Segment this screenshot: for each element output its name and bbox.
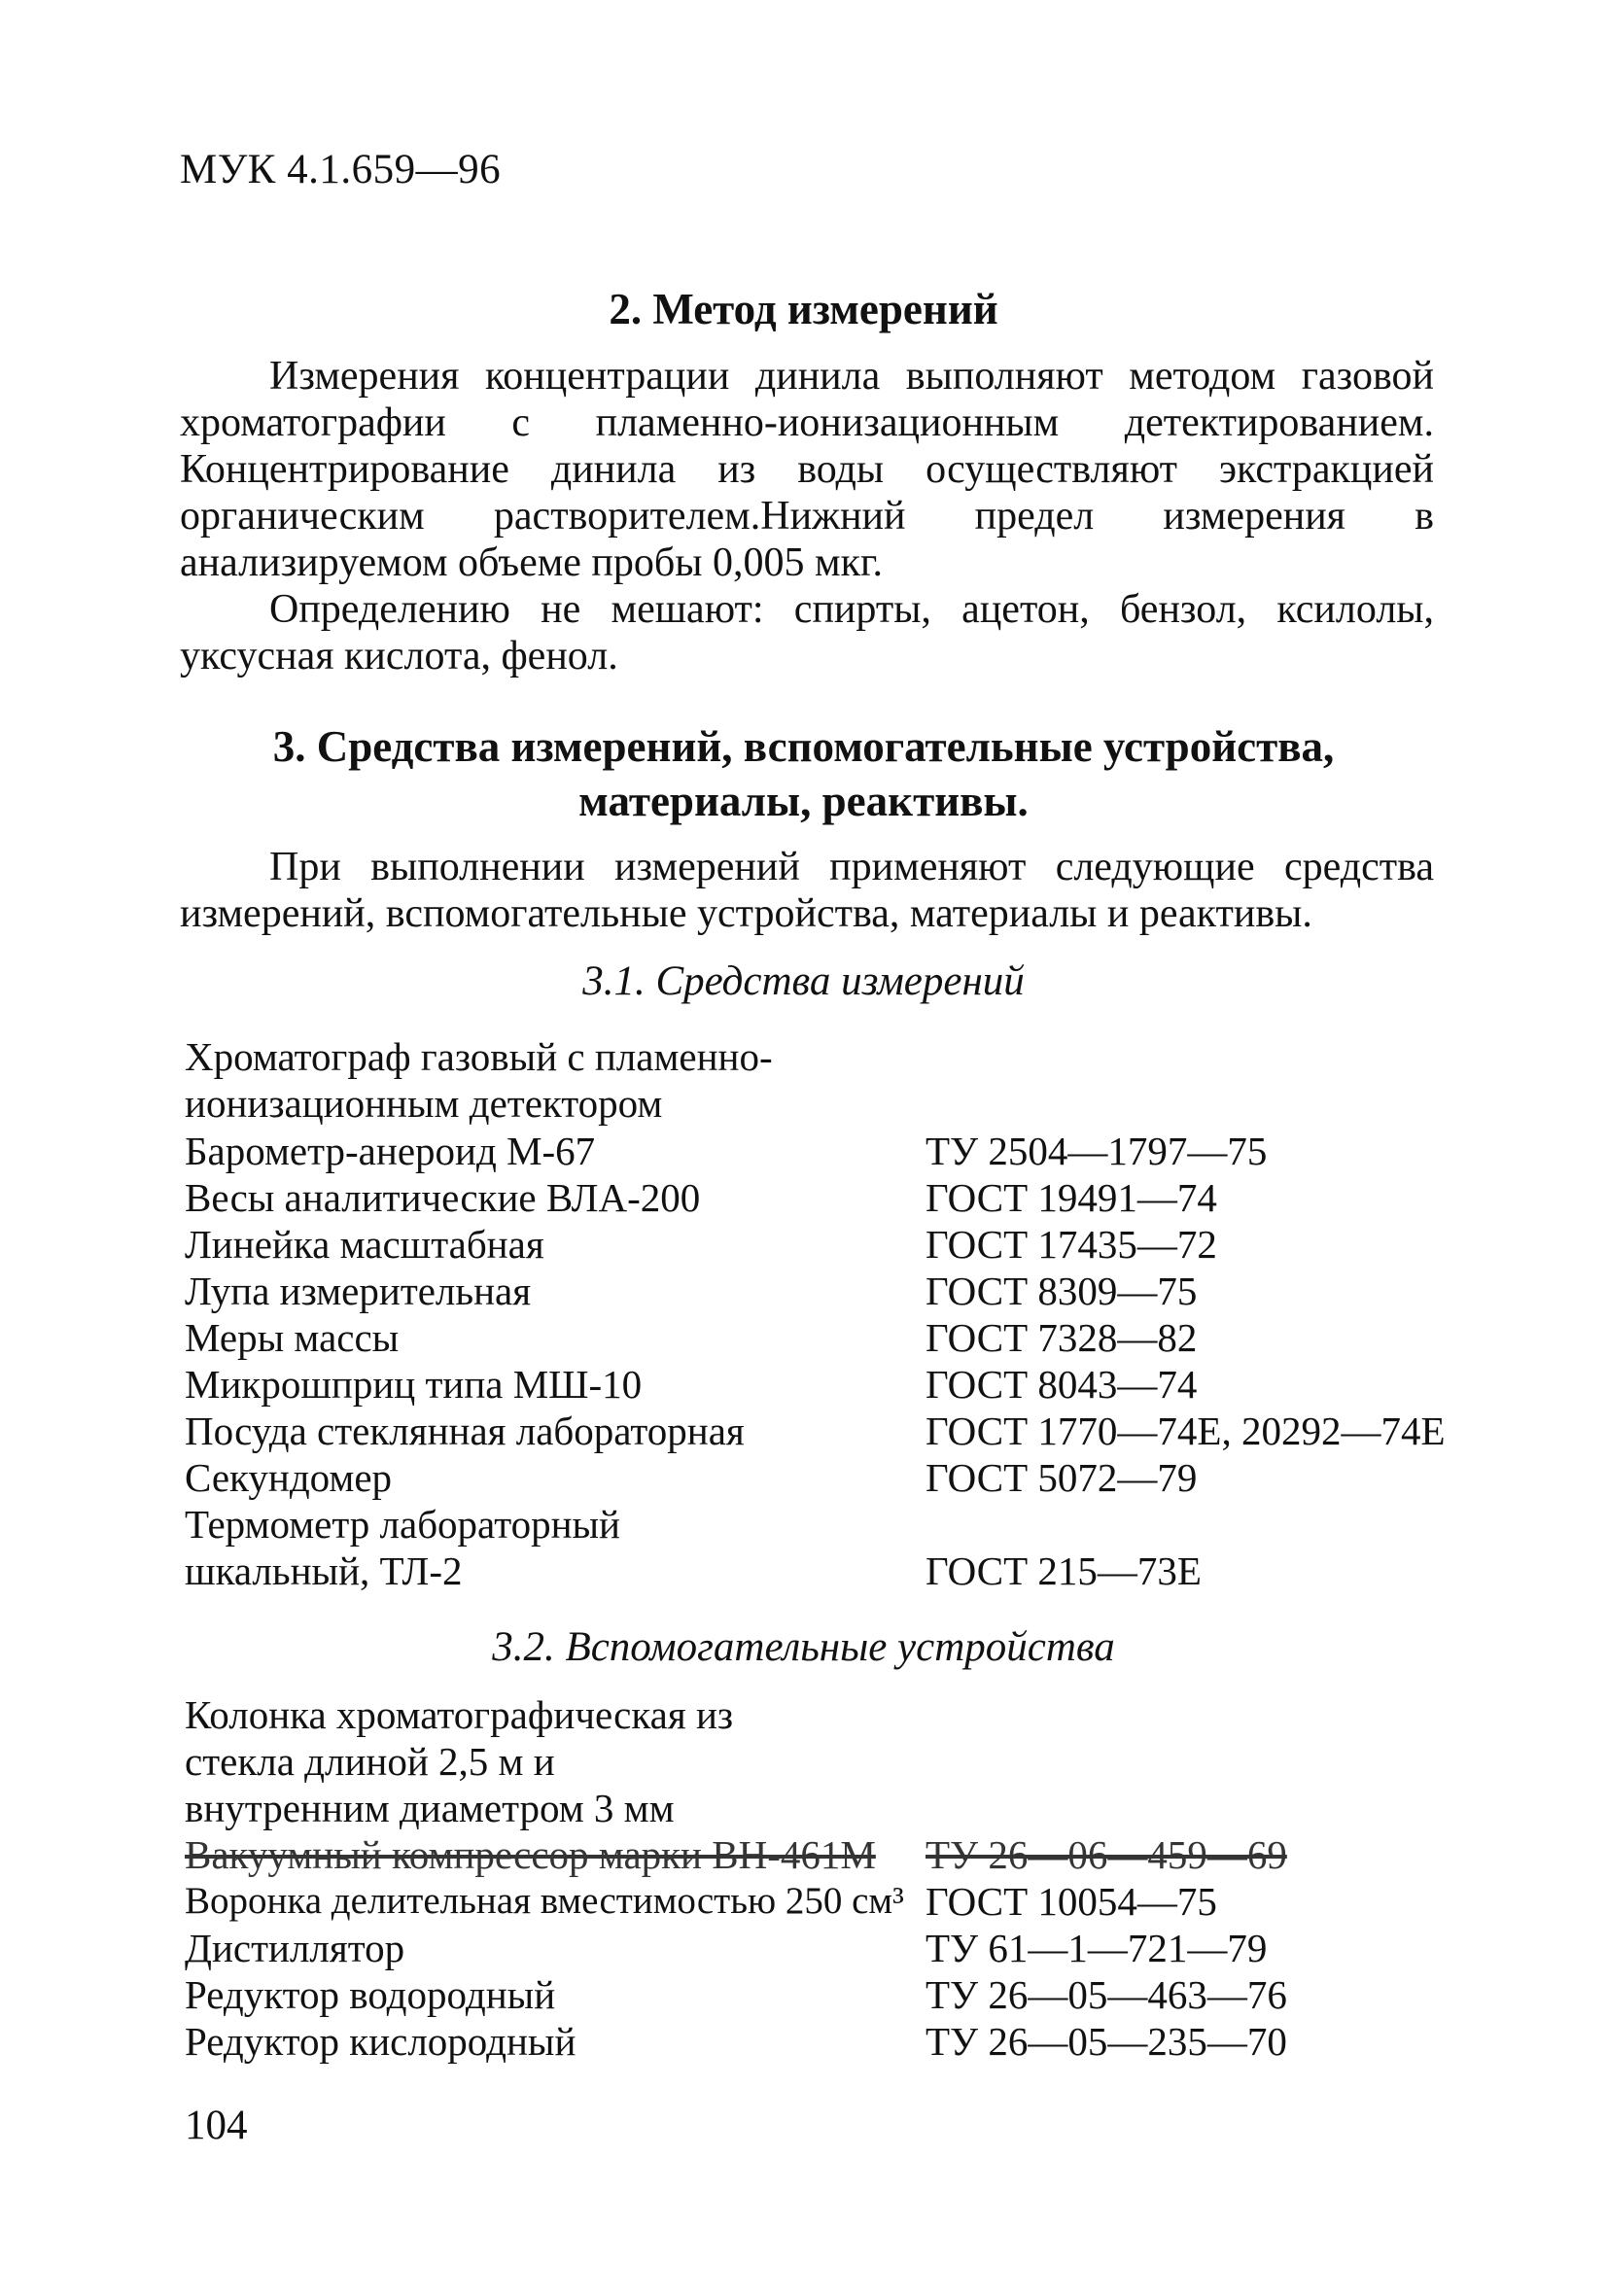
list-item-standard: ГОСТ 17435—72 <box>926 1222 1217 1267</box>
section-2-paragraph-2: Определению не мешают: спирты, ацетон, бензол, ксилолы, уксусная кислота, фенол. <box>180 587 1434 678</box>
list-item-name: Линейка масштабная <box>185 1222 544 1267</box>
section-3-heading-line-1: 3. Средства измерений, вспомогательные устройства, <box>272 722 1335 771</box>
list-item-standard: ТУ 26—05—463—76 <box>926 1972 1287 2017</box>
list-item-name: Барометр-анероид М-67 <box>185 1129 596 1173</box>
list-item-name: Термометр лабораторный шкальный, ТЛ-2 <box>185 1502 620 1593</box>
list-item-name: Меры массы <box>185 1315 400 1360</box>
section-2-paragraph-1: Измерения концентрации динила выполняют методом газовой хроматографии с пламенно-ионизационным детектированием. Концентрирование динила из воды осуществляют экстракцией органическим растворителем.Нижний предел измерения в анализируемом объеме пробы 0,005 мкг. <box>180 354 1434 585</box>
list-item-standard: ГОСТ 5072—79 <box>926 1455 1198 1500</box>
running-header: МУК 4.1.659—96 <box>180 147 502 192</box>
list-item-standard: ТУ 2504—1797—75 <box>926 1129 1268 1173</box>
list-item-name: Лупа измерительная <box>185 1269 532 1313</box>
list-item-standard: ГОСТ 1770—74Е, 20292—74Е <box>926 1409 1446 1453</box>
list-item-name: Воронка делительная вместимостью 250 см³ <box>185 1880 904 1922</box>
list-item-standard: ГОСТ 10054—75 <box>926 1879 1217 1924</box>
page-number: 104 <box>185 2103 248 2148</box>
list-item-standard: ГОСТ 8309—75 <box>926 1269 1198 1313</box>
list-item-standard: ГОСТ 215—73Е <box>926 1548 1202 1593</box>
subsection-3-2-heading: 3.2. Вспомогательные устройства <box>492 1624 1115 1670</box>
list-item-name: Микрошприц типа МШ-10 <box>185 1362 643 1407</box>
list-item-name: Весы аналитические ВЛА-200 <box>185 1175 701 1220</box>
section-2-heading: 2. Метод измерений <box>609 285 998 333</box>
list-item-name-struck: Вакуумный компрессор марки ВН-461М <box>185 1832 876 1877</box>
list-item-standard: ТУ 61—1—721—79 <box>926 1926 1268 1970</box>
list-item-standard: ГОСТ 19491—74 <box>926 1175 1217 1220</box>
list-item-name: Посуда стеклянная лабораторная <box>185 1409 745 1453</box>
list-item-standard-struck: ТУ 26—06—459—69 <box>926 1832 1287 1877</box>
list-item-standard: ГОСТ 8043—74 <box>926 1362 1198 1407</box>
list-item-name: Колонка хроматографическая из стекла длиной 2,5 м и внутренним диаметром 3 мм <box>185 1692 734 1830</box>
list-item-name: Редуктор водородный <box>185 1972 556 2017</box>
section-3-heading-line-2: материалы, реактивы. <box>578 777 1029 825</box>
list-item-name: Редуктор кислородный <box>185 2019 576 2064</box>
subsection-3-1-heading: 3.1. Средства измерений <box>582 958 1025 1004</box>
list-item-standard: ТУ 26—05—235—70 <box>926 2019 1287 2064</box>
list-item-name: Хроматограф газовый с пламенно-ионизационным детектором <box>185 1034 773 1126</box>
list-item-name: Дистиллятор <box>185 1926 405 1970</box>
list-item-standard: ГОСТ 7328—82 <box>926 1315 1198 1360</box>
section-3-intro: При выполнении измерений применяют следующие средства измерений, вспомогательные устройства, материалы и реактивы. <box>180 845 1434 936</box>
list-item-name: Секундомер <box>185 1455 393 1500</box>
